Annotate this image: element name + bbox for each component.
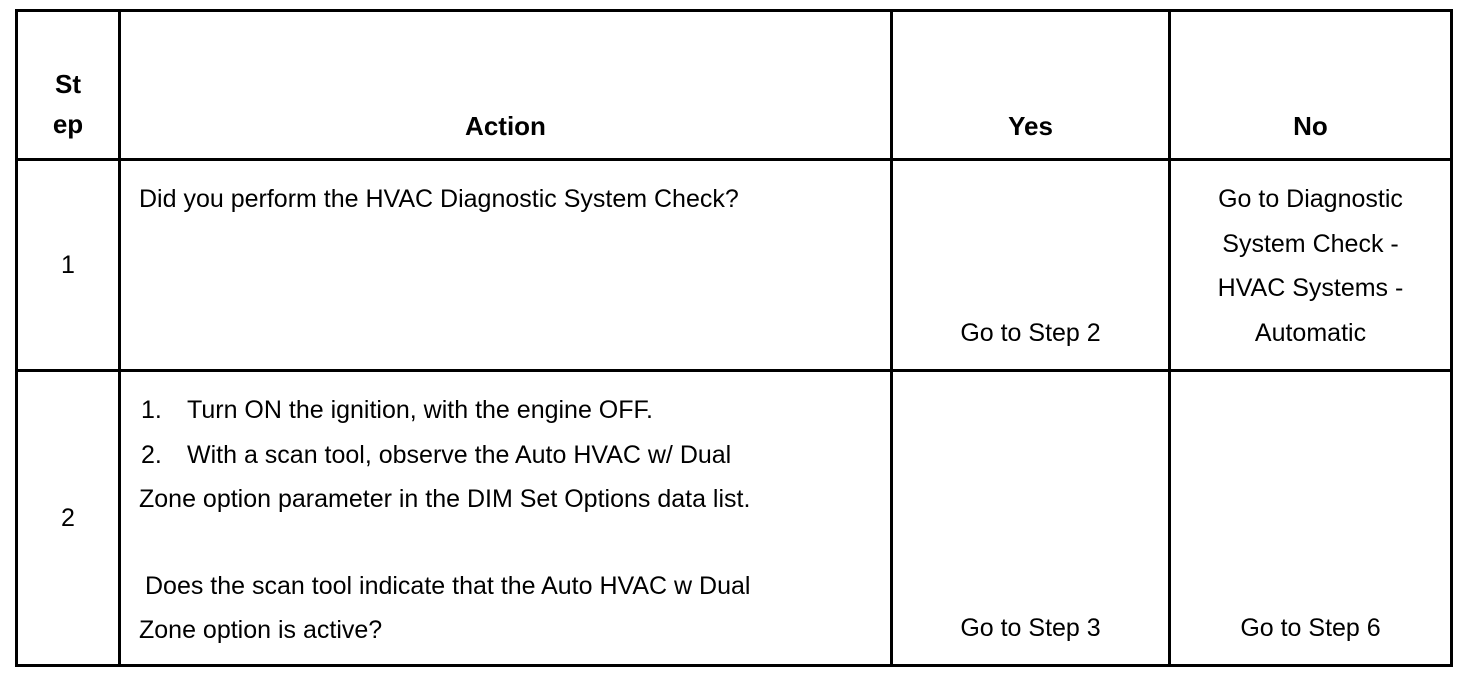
action-question-line-1: Does the scan tool indicate that the Auto HVAC w Dual <box>145 571 751 600</box>
action-list-item <box>139 388 890 433</box>
no-result-line-2: System Check - <box>1222 229 1399 258</box>
no-result-line-1: Go to Diagnostic <box>1218 185 1403 213</box>
table-row <box>17 160 1452 371</box>
list-item-text: Turn ON the ignition, with the engine OFF. <box>187 396 653 424</box>
step-number: 1 <box>17 160 120 371</box>
step-column-header <box>17 11 120 160</box>
table-row <box>17 371 1452 666</box>
yes-result: Go to Step 3 <box>892 371 1170 666</box>
list-item-text: With a scan tool, observe the Auto HVAC w/ Dual <box>187 440 732 469</box>
action-continuation: Zone option parameter in the DIM Set Options data list. <box>139 485 751 513</box>
action-cell <box>120 371 892 666</box>
action-question-line-2: Zone option is active? <box>139 616 383 644</box>
step-number: 2 <box>17 371 120 666</box>
action-text: Did you perform the HVAC Diagnostic System Check? <box>139 185 739 213</box>
step-header-line-1: St <box>55 69 81 99</box>
list-item-number: 2. <box>141 440 162 469</box>
header-row <box>17 11 1452 160</box>
no-result <box>1170 160 1452 371</box>
yes-result: Go to Step 2 <box>892 160 1170 371</box>
list-item-number: 1. <box>141 396 162 424</box>
no-result-line-4: Automatic <box>1254 318 1367 347</box>
action-column-header: Action <box>120 11 892 160</box>
action-cell <box>120 160 892 371</box>
step-header-line-2: ep <box>52 109 84 139</box>
action-list-item <box>139 433 890 478</box>
no-column-header: No <box>1170 11 1452 160</box>
no-result-line-3: HVAC Systems - <box>1217 274 1404 302</box>
diagnostic-table <box>15 9 1453 667</box>
yes-column-header: Yes <box>892 11 1170 160</box>
no-result: Go to Step 6 <box>1170 371 1452 666</box>
